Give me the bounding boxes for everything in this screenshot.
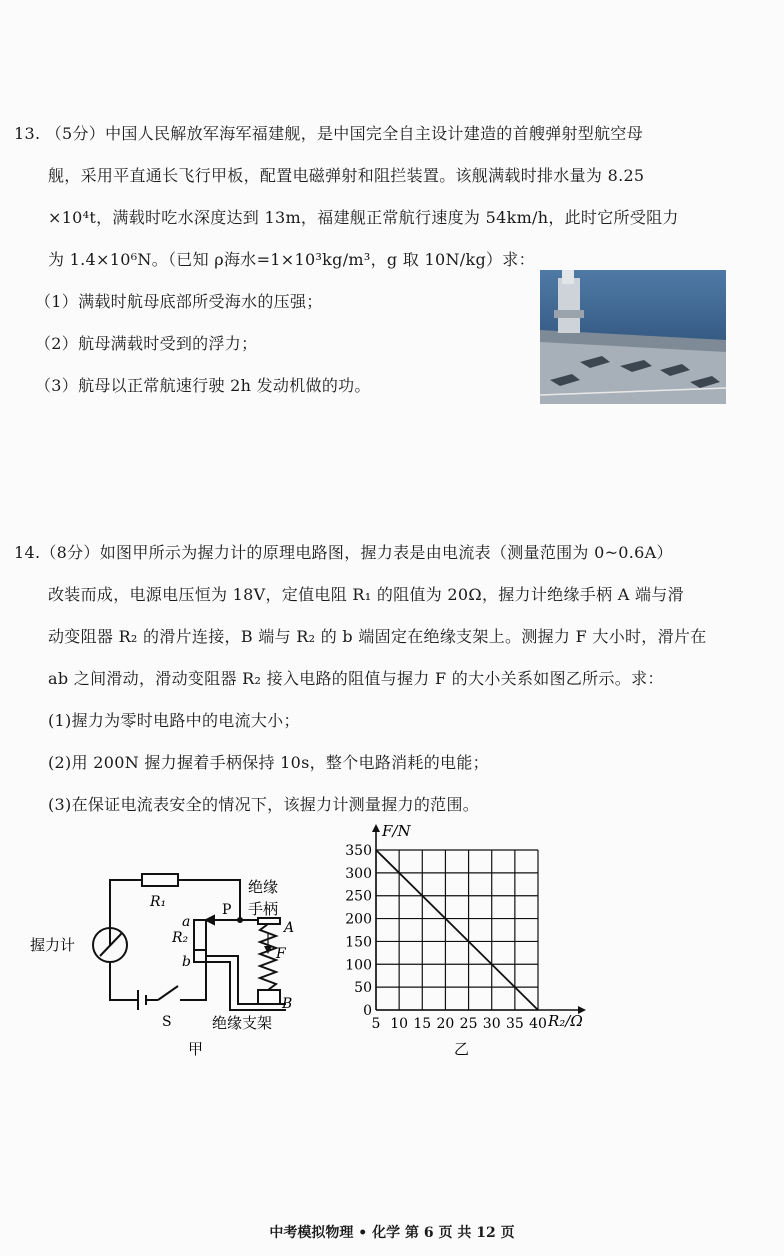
x-tick-label: 25 [459, 1016, 478, 1032]
B-label: B [282, 996, 293, 1012]
circuit-diagram [30, 840, 320, 1060]
p-label: P [222, 902, 232, 918]
x-tick-label: 35 [505, 1016, 524, 1032]
F-label: F [276, 946, 286, 962]
caption-yi: 乙 [454, 1040, 470, 1058]
x-tick-label: 30 [482, 1016, 501, 1032]
y-tick-label: 50 [354, 980, 372, 997]
page-footer: 中考模拟物理 • 化学 第 6 页 共 12 页 [269, 1225, 515, 1241]
x-tick-label: 15 [413, 1016, 432, 1032]
resistor-r1 [142, 874, 178, 886]
q13-line-3: ×10⁴t，满载时吃水深度达到 13m，福建舰正常航行速度为 54km/h，此时它所受阻力 [48, 208, 679, 227]
aircraft-carrier-photo [540, 270, 726, 404]
q14-sub-3: (3)在保证电流表安全的情况下，该握力计测量握力的范围。 [48, 795, 480, 814]
y-tick-label: 250 [345, 888, 372, 905]
y-axis-label: F/N [382, 822, 411, 840]
handle-label-1: 绝缘 [248, 878, 279, 896]
q13-sub-2: （2）航母满载时受到的浮力； [35, 334, 258, 353]
q14-line-4: ab 之间滑动，滑动变阻器 R₂ 接入电路的阻值与握力 F 的大小关系如图乙所示。求： [48, 669, 664, 688]
y-tick-label: 150 [345, 934, 372, 951]
meter-label: 握力计 [30, 936, 76, 954]
x-tick-label: 10 [390, 1016, 409, 1032]
q14-line-1: 14.（8分）如图甲所示为握力计的原理电路图，握力表是由电流表（测量范围为 0~0.6A） [14, 543, 673, 562]
y-tick-label: 0 [363, 1003, 372, 1019]
x-tick-label: 20 [436, 1016, 455, 1032]
q14-sub-2: (2)用 200N 握力握着手柄保持 10s，整个电路消耗的电能； [48, 753, 489, 772]
support-label: 绝缘支架 [212, 1014, 273, 1032]
q13-sub-3: （3）航母以正常航速行驶 2h 发动机做的功。 [35, 376, 371, 395]
y-tick-label: 350 [345, 843, 372, 859]
q13-line-4: 为 1.4×10⁶N。（已知 ρ海水=1×10³kg/m³，g 取 10N/kg）求： [48, 250, 535, 269]
r1-label: R₁ [150, 894, 167, 910]
x-tick-label: 40 [529, 1016, 547, 1032]
q14-sub-1: (1)握力为零时电路中的电流大小； [48, 711, 300, 730]
caption-jia: 甲 [188, 1040, 204, 1058]
r2-label: R₂ [172, 930, 189, 946]
switch-icon [158, 986, 178, 1000]
series-line [376, 850, 538, 1010]
s-label: S [162, 1014, 172, 1030]
a-label: a [182, 914, 191, 930]
q13-sub-1: （1）满载时航母底部所受海水的压强； [35, 292, 323, 311]
handle-label-2: 手柄 [248, 900, 279, 918]
b-label: b [182, 954, 191, 970]
q13-line-2: 舰，采用平直通长飞行甲板，配置电磁弹射和阻拦装置。该舰满载时排水量为 8.25 [48, 166, 645, 185]
x-tick-label: 5 [371, 1016, 381, 1032]
A-label: A [284, 920, 295, 936]
y-tick-label: 300 [345, 865, 372, 882]
y-axis-arrow [372, 824, 380, 832]
x-axis-label: R₂/Ω [548, 1012, 583, 1030]
q14-line-3: 动变阻器 R₂ 的滑片连接，B 端与 R₂ 的 b 端固定在绝缘支架上。测握力 F 大小时，滑片在 [48, 627, 707, 646]
y-tick-label: 200 [345, 911, 372, 928]
q13-line-1: 13. （5分）中国人民解放军海军福建舰，是中国完全自主设计建造的首艘弹射型航空母 [14, 124, 644, 143]
q14-line-2: 改装而成，电源电压恒为 18V，定值电阻 R₁ 的阻值为 20Ω，握力计绝缘手柄 A 端与滑 [48, 585, 684, 604]
y-tick-label: 100 [345, 957, 372, 974]
force-resistance-chart [330, 820, 600, 1060]
